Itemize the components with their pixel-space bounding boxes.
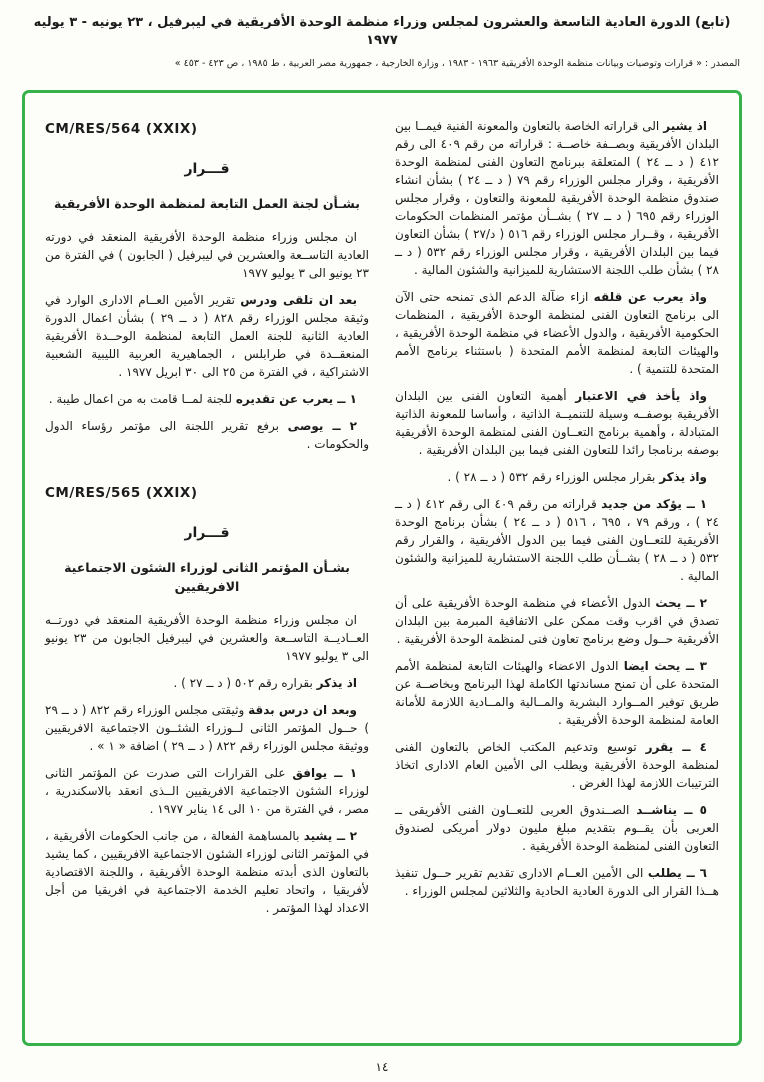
paragraph bbox=[395, 117, 719, 279]
paragraph bbox=[395, 288, 719, 378]
paragraph-text: بقرار مجلس الوزراء رقم ٥٣٢ ( د ــ ٢٨ ) . bbox=[447, 470, 656, 484]
paragraph-text: أهمية التعاون الفنى بين البلدان الأفريقية بوصفــه وسيلة للتنميــة الذاتية ، وأساسا للمعونة الذاتية المتبادلة ، وأهمية برنامج التعــاون الفنى لمنظمة الوحدة الأفريقية بوصفه برنامجا رائدا للتعاون الفنى فيما بين البلدان الأفريقية . bbox=[395, 389, 719, 457]
column-right-continuation bbox=[395, 117, 719, 1033]
paragraph-lead: ٦ ــ يطلب bbox=[647, 866, 707, 880]
paragraph-text: ان مجلس وزراء منظمة الوحدة الأفريقية المنعقد في دورتــه العــاديــة التاســعة والعشرين في ليبرفيل الجابون من ٢٣ يونيو الى ٣ يوليو ١٩٧٧ bbox=[45, 612, 370, 663]
resolution-564-ref: CM/RES/564 (XXIX) bbox=[45, 121, 198, 137]
paragraph-lead: ٢ ــ يوصى bbox=[287, 418, 357, 433]
paragraph-lead: ٢ ــ يشيد bbox=[303, 828, 357, 843]
paragraph bbox=[395, 801, 719, 855]
paragraph bbox=[395, 387, 719, 459]
paragraph-text: برفع تقرير اللجنة الى مؤتمر رؤساء الدول والحكومات . bbox=[45, 418, 369, 451]
paragraph-lead: واذ يعرب عن قلقه bbox=[593, 290, 707, 304]
paragraph-text: الى قراراته الخاصة بالتعاون والمعونة الفنية فيمــا بين البلدان الأفريقية وبصــفة خاصــة : قراراته من رقم ٤٠٩ الى رقم ٤١٢ ( د ــ ٢٤ ) المتعلقة ببرنامج التعاون الفنى لمنظمة الوحدة الأفريقية ، وقرار مجلس الوزراء رقم ٧٩ ( د ــ ٢٤ ) بشأن انشاء صندوق منظمة الوحدة الأفريقية للمعونة والتعاون ، وقرار مجلس الوزراء رقم ٦٩٥ ( د ــ ٢٧ ) بشــأن مؤتمر المنظمات الحكومات الأفريقية ، وقــرار مجلس الوزراء رقم ٥١٦ ( د/٢٧ ) بشأن التعاون فيما بين البلدان الأفريقية ، وقرار مجلس الوزراء رقم ٥٣٢ ( د ــ ٢٨ ) بشأن طلب اللجنة الاستشارية للميزانية والشئون المالية . bbox=[395, 119, 720, 277]
paragraph bbox=[45, 228, 369, 282]
paragraph-text: ازاء ضآلة الدعم الذى تمنحه حتى الآن الى برنامج التعاون الفنى لمنظمة الوحدة الأفريقية ، المنظمات الحكومية الأفريقية ، والدول الأعضاء في منظمة الوحدة الأفريقية ، والهيئات التابعة لمنظمة الأمم المتحدة ( باستثناء برنامج الأمم المتحدة للتنمية ) . bbox=[395, 290, 719, 376]
paragraph bbox=[395, 468, 719, 486]
paragraph-text: للجنة لمــا قامت به من اعمال طيبة . bbox=[48, 391, 232, 406]
paragraph-text: الصــندوق العربى للتعــاون الفنى الأفريقى ــ العربى بأن يقــوم بتقديم مبلغ مليون دولار أمريكى لصندوق التعاون الفنى لمنظمة الوحدة الأفريقية . bbox=[395, 803, 719, 853]
paragraph-text: توسيع وتدعيم المكتب الخاص بالتعاون الفنى لمنظمة الوحدة الأفريقية ويطلب الى الأمين العام الادارى اتخاذ الترتيبات اللازمة لهذا الغرض . bbox=[395, 740, 719, 790]
column-left-resolutions bbox=[45, 117, 369, 1033]
paragraph bbox=[395, 495, 719, 585]
paragraph bbox=[45, 674, 369, 692]
content-frame bbox=[22, 90, 742, 1046]
paragraph-lead: ١ ــ يوافق bbox=[292, 765, 358, 780]
paragraph-lead: ٢ ــ يحث bbox=[655, 596, 707, 610]
paragraph-text: الدول الأعضاء في منظمة الوحدة الأفريقية على أن تصدق في اقرب وقت ممكن على الاتفاقية المبرمة بين البلدان الأفريقية حــول وضع برنامج تعاون فنى لمنظمة الوحدة الأفريقية . bbox=[395, 596, 719, 646]
paragraph-text: تقرير الأمين العــام الادارى الوارد في وثيقة مجلس الوزراء رقم ٨٢٨ ( د ــ ٢٩ ) بشأن اعمال الدورة العادية الثانية للجنة العمل التابعة لمنظمة الوحــدة الأفريقية المنعقــدة في طرابلس ، الجماهيرية العربية الليبية الشعبية الاشتراكية ، في الفترة من ٢٥ الى ٣٠ ابريل ١٩٧٧ . bbox=[45, 292, 369, 379]
paragraph-lead: اذ يشير bbox=[663, 119, 707, 133]
paragraph-lead: وبعد ان درس بدقة bbox=[248, 702, 357, 717]
resolution-565-subtitle: بشـأن المؤتمر الثانى لوزراء الشئون الاجتماعية الافريقيين bbox=[64, 559, 350, 595]
paragraph bbox=[45, 764, 369, 818]
paragraph bbox=[45, 390, 369, 408]
paragraph-text: الى الأمين العــام الادارى تقديم تقرير حــول تنفيذ هــذا القرار الى الدورة العادية الحادية والثلاثين لمجلس الوزراء . bbox=[395, 866, 719, 898]
paragraph bbox=[395, 738, 719, 792]
paragraph-lead: ١ ــ يعرب عن تقديره bbox=[235, 391, 357, 406]
paragraph bbox=[45, 701, 369, 755]
paragraph bbox=[45, 417, 369, 453]
resolution-565-ref: CM/RES/565 (XXIX) bbox=[45, 484, 198, 501]
resolution-564-subtitle: بشـأن لجنة العمل التابعة لمنظمة الوحدة الأفريقية bbox=[54, 196, 360, 212]
resolution-564-title: قـــرار bbox=[184, 161, 230, 178]
paragraph-text: ان مجلس وزراء منظمة الوحدة الأفريقية المنعقد في دورته العادية التاســعة والعشرين في ليبرفيل ( الجابون ) في الفترة من ٢٣ يونيو الى ٣ يوليو ١٩٧٧ bbox=[45, 229, 369, 280]
paragraph bbox=[395, 657, 719, 729]
paragraph-text: بقراره رقم ٥٠٢ ( د ــ ٢٧ ) . bbox=[173, 675, 313, 690]
paragraph-lead: واذ يذكر bbox=[659, 470, 707, 484]
paragraph-text: وثيقتى مجلس الوزراء رقم ٨٢٢ ( د ــ ٢٩ ) حــول المؤتمر الثانى لــوزراء الشئــون الاجتماعية الافريقيين ووثيقة مجلس الوزراء رقم ٨٢٢ ( د ــ ٢٩ ) اضافة « ١ » . bbox=[45, 702, 369, 753]
paragraph-lead: بعد ان تلقى ودرس bbox=[240, 292, 357, 307]
paragraph-lead: ٤ ــ يقرر bbox=[645, 740, 707, 754]
paragraph-text: قراراته من رقم ٤٠٩ الى رقم ٤١٢ ( د ــ ٢٤ ) ، ورقم ٧٩ ، ٦٩٥ ، ٥١٦ ( د ــ ٢٤ ) بشأن برنامج الوحدة الأفريقية للتعــاون الفنى فيما بين الدول الأفريقية ، والقرار رقم ٥٣٢ ( د ــ ٢٨ ) بشــأن طلب اللجنة الاستشارية للميزانية والشئون المالية . bbox=[395, 497, 719, 583]
paragraph-text: الدول الاعضاء والهيئات التابعة لمنظمة الأمم المتحدة على أن تمنح مساندتها الكاملة لهذا البرنامج وبخاصــة عن طريق توفير المــوارد البشرية والمــالية والمــادية اللازمة للأمانة العامة لمنظمة الوحدة الأفريقية . bbox=[395, 659, 719, 727]
paragraph-text: بالمساهمة الفعالة ، من جانب الحكومات الأفريقية ، في المؤتمر الثانى لوزراء الشئون الاجتماعية الافريقيين ، كما يشيد بالتعاون الذى أبدته منظمة الوحدة الأفريقية ، واللجنة الاقتصادية لأفريقيا ، واتحاد تعليم الخدمة الاجتماعية في افريقيا من أجل الاعداد لهذا المؤتمر . bbox=[45, 828, 369, 915]
paragraph bbox=[395, 864, 719, 900]
two-column-text bbox=[45, 117, 719, 1033]
page-number: ١٤ bbox=[375, 1060, 389, 1074]
header-session-title: (تابع) الدورة العادية التاسعة والعشرون لمجلس وزراء منظمة الوحدة الأفريقية في ليبرفيل ، ٢٣ يونيه - ٣ يوليه ١٩٧٧ bbox=[33, 15, 731, 49]
paragraph-lead: واذ يأخذ في الاعتبار bbox=[575, 389, 707, 403]
header-source-note: المصدر : « قرارات وتوصيات وبيانات منظمة الوحدة الأفريقية ١٩٦٣ - ١٩٨٣ ، وزارة الخارجية ، جمهورية مصر العربية ، ط ١٩٨٥ ، ص ٤٢٣ - ٤٥٣ » bbox=[174, 58, 740, 70]
paragraph bbox=[45, 827, 369, 917]
paragraph bbox=[45, 611, 369, 665]
paragraph-text: على القرارات التى صدرت عن المؤتمر الثانى لوزراء الشئون الاجتماعية الافريقيين الــذى انعقد بالاسكندرية ، مصر ، في الفترة من ١٠ الى ١٤ يناير ١٩٧٧ . bbox=[45, 765, 369, 816]
paragraph-lead: ١ ــ يؤكد من جديد bbox=[601, 497, 708, 511]
paragraph-lead: ٣ ــ يحث ايضا bbox=[623, 659, 707, 673]
paragraph bbox=[395, 594, 719, 648]
paragraph bbox=[45, 291, 369, 381]
paragraph-lead: ٥ ــ يناشــد bbox=[636, 803, 707, 817]
paragraph-lead: اذ يذكر bbox=[316, 675, 357, 690]
page-header bbox=[0, 0, 764, 69]
resolution-565-title: قـــرار bbox=[184, 524, 230, 541]
